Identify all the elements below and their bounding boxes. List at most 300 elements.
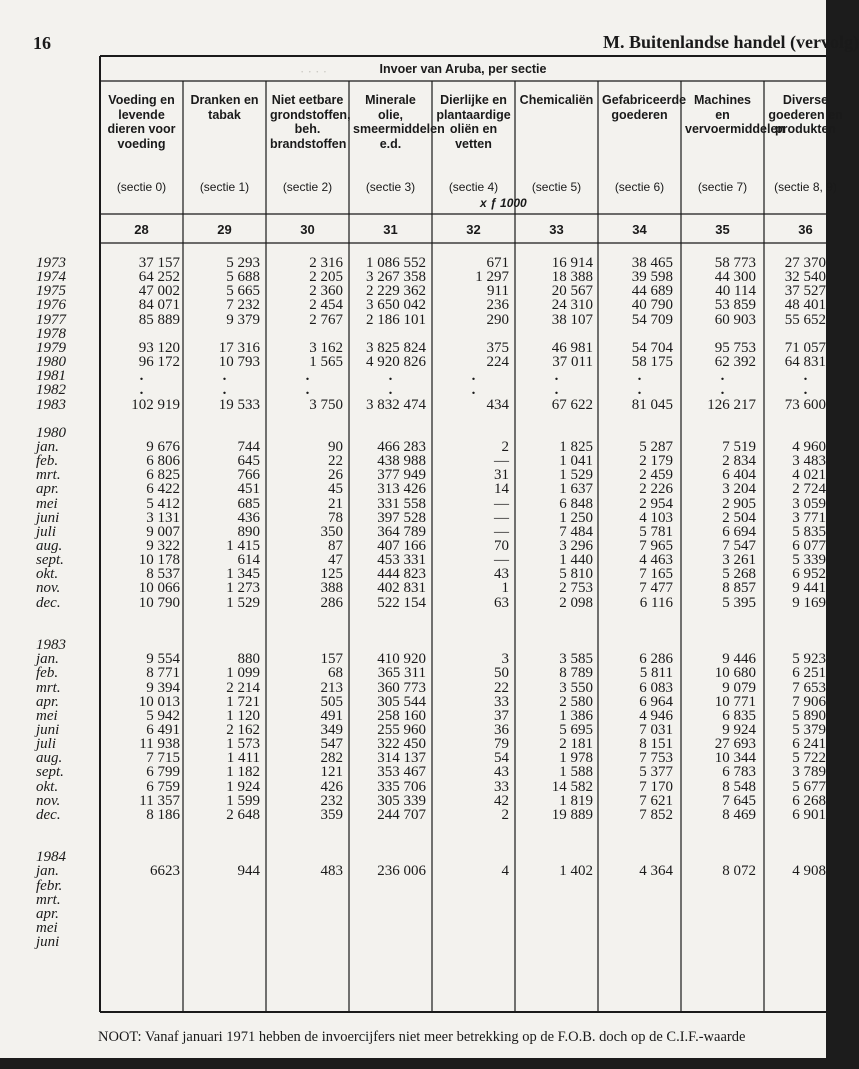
table-cell: 6 422 [146, 481, 180, 498]
table-cell: 322 450 [377, 736, 426, 753]
table-cell: 434 [486, 396, 509, 413]
column-section: (sectie 6) [614, 180, 665, 194]
table-cell: 224 [486, 354, 509, 371]
column-section: (sectie 3) [365, 180, 416, 194]
table-cell: 1 086 552 [366, 255, 426, 271]
table-cell: 1 386 [559, 707, 593, 724]
table-cell: . [720, 382, 725, 399]
table-cell: 377 949 [377, 467, 426, 484]
column-label: Diverse goederen en produkten [768, 93, 843, 136]
table-cell: 14 582 [551, 778, 593, 795]
row-label: jan. [36, 863, 59, 880]
table-cell: 1 529 [226, 594, 260, 611]
table-cell: 1 565 [309, 354, 343, 371]
table-cell: 3 789 [792, 764, 826, 781]
row-label: aug. [36, 750, 63, 767]
table-cell: 3 771 [792, 509, 826, 526]
table-cell: 9 554 [146, 651, 180, 668]
row-label: febr. [36, 877, 63, 894]
row-label: 1983 [36, 637, 66, 654]
table-cell: 37 011 [552, 354, 593, 371]
table-cell: 453 331 [377, 552, 426, 569]
row-label: 1975 [36, 283, 66, 300]
table-cell: 5 287 [639, 438, 673, 455]
table-cell: 71 057 [784, 339, 826, 356]
table-cell: 90 [328, 438, 343, 455]
table-cell: 766 [237, 467, 260, 484]
table-cell: 1 120 [226, 707, 260, 724]
column-section: (sectie 8, 9) [774, 180, 837, 194]
table-cell: 2 767 [309, 311, 343, 328]
table-cell: 2 724 [792, 481, 826, 498]
table-cell: 58 773 [714, 255, 756, 271]
row-label: juli [36, 523, 57, 540]
table-cell: . [471, 382, 476, 399]
table-cell: 944 [237, 863, 260, 880]
table-cell: . [803, 382, 808, 399]
table-cell: 54 704 [631, 339, 673, 356]
table-cell: 255 960 [377, 721, 426, 738]
table-cell: 8 789 [559, 665, 593, 682]
table-cell: 3 162 [309, 339, 343, 356]
table-cell: 2 181 [559, 736, 593, 753]
table-cell: 1 099 [226, 665, 260, 682]
table-cell: 444 823 [377, 566, 426, 583]
table-cell: 4 103 [639, 509, 673, 526]
table-cell: 3 483 [792, 453, 826, 470]
table-cell: 1 599 [226, 792, 260, 809]
table-cell: 79 [494, 736, 509, 753]
table-cell: 7 965 [639, 538, 673, 554]
table-cell: 87 [328, 538, 343, 554]
table-cell: . [803, 368, 808, 385]
row-label: 1974 [36, 269, 66, 286]
table-cell: 5 688 [226, 269, 260, 286]
table-cell: 47 [328, 552, 343, 569]
table-cell: 671 [486, 255, 509, 271]
row-label: feb. [36, 665, 59, 682]
table-cell: 890 [237, 523, 260, 540]
table-cell: 7 621 [639, 792, 673, 809]
column-section: (sectie 7) [697, 180, 748, 194]
table-cell: 2 360 [309, 283, 343, 300]
table-cell: 2 459 [639, 467, 673, 484]
table-cell: 645 [237, 453, 260, 470]
table-cell: 22 [494, 679, 509, 696]
table-cell: 3 267 358 [366, 269, 426, 286]
table-cell: 5 293 [226, 255, 260, 271]
row-label: 1982 [36, 382, 66, 399]
table-cell: 2 834 [722, 453, 756, 470]
table-cell: 5 811 [639, 665, 673, 682]
table-cell: 6 286 [639, 651, 673, 668]
table-cell: 37 [494, 707, 509, 724]
table-cell: 84 071 [138, 297, 180, 314]
table-cell: 5 810 [559, 566, 593, 583]
table-cell: 47 002 [138, 283, 180, 300]
table-cell: 1 440 [559, 552, 593, 569]
table-cell: 32 540 [784, 269, 826, 286]
table-cell: 9 441 [792, 580, 826, 597]
table-cell: 685 [237, 495, 260, 512]
table-cell: 55 652 [784, 311, 826, 328]
table-cell: . [554, 382, 559, 399]
table-cell: 8 771 [146, 665, 180, 682]
table-cell: 5 339 [792, 552, 826, 569]
table-cell: . [305, 368, 310, 385]
table-cell: 70 [494, 538, 509, 554]
table-cell: 360 773 [377, 679, 426, 696]
table-cell: 96 172 [138, 354, 180, 371]
table-cell: 236 006 [377, 863, 426, 880]
table-cell: 38 465 [631, 255, 673, 271]
column-label: Dierlijke en plantaardige oliën en vetten [436, 93, 511, 151]
table-cell: 5 377 [639, 764, 673, 781]
table-cell: 11 938 [139, 736, 180, 753]
column-number: 34 [632, 222, 647, 237]
table-cell: 9 446 [722, 651, 756, 668]
table-cell: 20 567 [551, 283, 593, 300]
table-cell: 50 [494, 665, 509, 682]
table-cell: 27 693 [714, 736, 756, 753]
table-cell: 7 477 [639, 580, 673, 597]
column-label: Dranken en tabak [190, 93, 259, 122]
table-cell: 313 426 [377, 481, 426, 498]
table-cell: 350 [320, 523, 343, 540]
table-cell: 6 759 [146, 778, 180, 795]
table-cell: 2 098 [559, 594, 593, 611]
row-label: jan. [36, 651, 59, 668]
table-cell: 1 250 [559, 509, 593, 526]
table-cell: 3 261 [722, 552, 756, 569]
table-cell: 364 789 [377, 523, 426, 540]
table-cell: . [637, 368, 642, 385]
table-cell: 5 395 [722, 594, 756, 611]
column-number: 33 [549, 222, 564, 237]
table-cell: 7 715 [146, 750, 180, 767]
table-cell: 2 162 [226, 721, 260, 738]
row-label: juni [36, 509, 60, 526]
table-cell: 37 157 [138, 255, 180, 271]
table-cell: 4 021 [792, 467, 826, 484]
table-cell: 335 706 [377, 778, 426, 795]
table-cell: 290 [486, 311, 509, 328]
table-cell: 9 169 [792, 594, 826, 611]
table-cell: 1 588 [559, 764, 593, 781]
table-cell: 2 905 [722, 495, 756, 512]
table-cell: 48 401 [784, 297, 826, 314]
table-cell: 282 [320, 750, 343, 767]
table-cell: 3 131 [146, 509, 180, 526]
table-cell: 3 650 042 [366, 297, 426, 314]
table-cell: 1 411 [226, 750, 260, 767]
column-section: (sectie 5) [531, 180, 582, 194]
table-cell: 436 [237, 509, 260, 526]
table-cell: 5 835 [792, 523, 826, 540]
table-cell: 365 311 [377, 665, 426, 682]
table-cell: 5 665 [226, 283, 260, 300]
table-cell: 1 924 [226, 778, 260, 795]
table-cell: 1 [501, 580, 509, 597]
table-cell: 3 825 824 [366, 339, 426, 356]
table-cell: 1 415 [226, 538, 260, 554]
row-label: dec. [36, 594, 61, 611]
table-cell: 42 [494, 792, 509, 809]
row-label: feb. [36, 453, 59, 470]
row-label: okt. [36, 778, 59, 795]
table-cell: 426 [320, 778, 343, 795]
row-label: okt. [36, 566, 59, 583]
table-cell: 9 394 [146, 679, 180, 696]
table-cell: 3 750 [309, 396, 343, 413]
table-cell: 40 114 [715, 283, 756, 300]
table-cell: 73 600 [784, 396, 826, 413]
column-section: (sectie 2) [282, 180, 333, 194]
table-cell: 9 007 [146, 523, 180, 540]
table-cell: 244 707 [377, 806, 426, 823]
table-cell: 2 454 [309, 297, 343, 314]
table-cell: 5 781 [639, 523, 673, 540]
table-cell: . [720, 368, 725, 385]
table-cell: 1 573 [226, 736, 260, 753]
table-cell: 10 344 [714, 750, 756, 767]
table-cell: 5 695 [559, 721, 593, 738]
table-cell: 7 852 [639, 806, 673, 823]
table-cell: 10 066 [138, 580, 180, 597]
bleed-through-mark: · · · · [300, 64, 328, 79]
table-cell: . [139, 368, 144, 385]
table-cell: 6 404 [722, 467, 756, 484]
table-cell: 451 [237, 481, 260, 498]
table-cell: 1 825 [559, 438, 593, 455]
row-label: 1973 [36, 255, 66, 271]
row-label: sept. [36, 552, 64, 569]
table-cell: 8 857 [722, 580, 756, 597]
table-cell: 10 013 [138, 693, 180, 710]
table-cell: 7 753 [639, 750, 673, 767]
table-cell: — [494, 552, 509, 569]
table-cell: 2 504 [722, 509, 756, 526]
table-cell: 410 920 [377, 651, 426, 668]
table-cell: 5 942 [146, 707, 180, 724]
table-cell: 5 722 [792, 750, 826, 767]
table-cell: 1 182 [226, 764, 260, 781]
table-cell: 6 268 [792, 792, 826, 809]
table-cell: 1 345 [226, 566, 260, 583]
table-cell: 388 [320, 580, 343, 597]
table-cell: 6 083 [639, 679, 673, 696]
table-cell: 407 166 [377, 538, 426, 554]
table-cell: 40 790 [631, 297, 673, 314]
table-cell: 16 914 [551, 255, 593, 271]
table-cell: 27 370 [784, 255, 826, 271]
table-cell: 1 978 [559, 750, 593, 767]
table-cell: 3 296 [559, 538, 593, 554]
table-cell: 5 890 [792, 707, 826, 724]
table-cell: . [305, 382, 310, 399]
table-cell: 54 [494, 750, 509, 767]
table-cell: 18 388 [551, 269, 593, 286]
column-label: Gefabriceerde goederen [602, 93, 687, 122]
table-cell: 38 107 [551, 311, 593, 328]
table-cell: 6 251 [792, 665, 826, 682]
row-label: 1984 [36, 849, 66, 866]
table-cell: 17 316 [218, 339, 260, 356]
table-cell: 95 753 [714, 339, 756, 356]
table-cell: 10 178 [138, 552, 180, 569]
table-cell: 157 [320, 651, 343, 668]
table-cell: 353 467 [377, 764, 426, 781]
table-cell: 6 077 [792, 538, 826, 554]
table-cell: 2 580 [559, 693, 593, 710]
table-cell: 6 848 [559, 495, 593, 512]
table-cell: 8 186 [146, 806, 180, 823]
column-number: 30 [300, 222, 315, 237]
table-cell: 4 946 [639, 707, 673, 724]
footnote: NOOT: Vanaf januari 1971 hebben de invoercijfers niet meer betrekking op de F.O.B. doch op de C.I.F.-waarde [98, 1029, 746, 1045]
table-cell: 5 677 [792, 778, 826, 795]
table-cell: 349 [320, 721, 343, 738]
table-cell: 3 059 [792, 495, 826, 512]
table-cell: 232 [320, 792, 343, 809]
row-label: mrt. [36, 467, 61, 484]
column-section: (sectie 4) [448, 180, 499, 194]
table-cell: 26 [328, 467, 343, 484]
table-cell: 2 316 [309, 255, 343, 271]
table-cell: 7 547 [722, 538, 756, 554]
row-label: dec. [36, 806, 61, 823]
table-cell: 483 [320, 863, 343, 880]
table-cell: 7 484 [559, 523, 593, 540]
table-cell: 375 [486, 339, 509, 356]
table-cell: 305 544 [377, 693, 426, 710]
table-cell: 45 [328, 481, 343, 498]
table-cell: 547 [320, 736, 343, 753]
table-cell: 7 645 [722, 792, 756, 809]
table-cell: 7 653 [792, 679, 826, 696]
table-cell: 8 072 [722, 863, 756, 880]
table-cell: 19 889 [551, 806, 593, 823]
table-cell: 4 908 [792, 863, 826, 880]
row-label: nov. [36, 792, 61, 809]
table-cell: 8 151 [639, 736, 673, 753]
table-cell: 6 491 [146, 721, 180, 738]
row-label: mrt. [36, 679, 61, 696]
table-cell: 19 533 [218, 396, 260, 413]
table-cell: 54 709 [631, 311, 673, 328]
table-cell: 4 463 [639, 552, 673, 569]
column-label: Chemicaliën [519, 93, 594, 107]
table-cell: 213 [320, 679, 343, 696]
table-cell: 6 952 [792, 566, 826, 583]
row-label: mei [36, 707, 58, 724]
table-cell: 8 548 [722, 778, 756, 795]
column-label: Niet eetbare grondstoffen, beh. brandstoffen [270, 93, 351, 151]
row-label: 1980 [36, 354, 66, 371]
row-label: sept. [36, 764, 64, 781]
table-cell: 6623 [150, 863, 180, 880]
table-cell: 314 137 [377, 750, 426, 767]
row-label: 1976 [36, 297, 66, 314]
table-cell: 60 903 [714, 311, 756, 328]
table-cell: 2 226 [639, 481, 673, 498]
table-cell: 7 031 [639, 721, 673, 738]
table-cell: 22 [328, 453, 343, 470]
table-cell: 53 859 [714, 297, 756, 314]
table-cell: 2 753 [559, 580, 593, 597]
table-cell: 9 322 [146, 538, 180, 554]
table-cell: 9 676 [146, 438, 180, 455]
table-cell: 10 771 [714, 693, 756, 710]
table-cell: 1 041 [559, 453, 593, 470]
column-number: 31 [383, 222, 398, 237]
table-cell: . [471, 368, 476, 385]
table-cell: 359 [320, 806, 343, 823]
row-label: 1983 [36, 396, 66, 413]
table-cell: 1 819 [559, 792, 593, 809]
table-cell: 46 981 [551, 339, 593, 356]
table-cell: 2 205 [309, 269, 343, 286]
table-cell: . [554, 368, 559, 385]
table-cell: 6 964 [639, 693, 673, 710]
table-cell: 9 079 [722, 679, 756, 696]
table-cell: 1 637 [559, 481, 593, 498]
table-cell: 10 790 [138, 594, 180, 611]
table-cell: 2 186 101 [366, 311, 426, 328]
table-cell: 64 831 [784, 354, 826, 371]
table-cell: 2 214 [226, 679, 260, 696]
table-cell: 4 [501, 863, 509, 880]
column-label: Voeding en levende dieren voor voeding [107, 93, 176, 151]
table-cell: 6 901 [792, 806, 826, 823]
table-cell: 102 919 [131, 396, 180, 413]
table-cell: 31 [494, 467, 509, 484]
table-cell: 5 412 [146, 495, 180, 512]
table-cell: 6 835 [722, 707, 756, 724]
table-cell: 14 [494, 481, 509, 498]
page-title: M. Buitenlandse handel (vervolg) [603, 32, 859, 52]
table-heading: Invoer van Aruba, per sectie [379, 62, 547, 76]
table-cell: 44 300 [714, 269, 756, 286]
row-label: nov. [36, 580, 61, 597]
table-cell: 286 [320, 594, 343, 611]
row-label: 1977 [36, 311, 66, 328]
row-label: 1978 [36, 325, 66, 342]
table-cell: . [388, 368, 393, 385]
table-cell: 24 310 [551, 297, 593, 314]
table-cell: 4 364 [639, 863, 673, 880]
table-cell: 10 793 [218, 354, 260, 371]
table-cell: 2 [501, 438, 509, 455]
table-cell: . [139, 382, 144, 399]
table-cell: 2 [501, 806, 509, 823]
table-cell: 43 [494, 764, 509, 781]
table-cell: 3 585 [559, 651, 593, 668]
row-label: 1980 [36, 424, 66, 441]
table-cell: 236 [486, 297, 509, 314]
row-label: apr. [36, 905, 59, 922]
column-number: 29 [217, 222, 232, 237]
table-cell: 2 229 362 [366, 283, 426, 300]
table-cell: 85 889 [138, 311, 180, 328]
column-label: Minerale olie, smeermiddelen e.d. [353, 93, 445, 151]
table-cell: . [222, 368, 227, 385]
table-cell: 3 [501, 651, 509, 668]
table-cell: 68 [328, 665, 343, 682]
table-cell: 2 179 [639, 453, 673, 470]
table-cell: 125 [320, 566, 343, 583]
table-cell: . [637, 382, 642, 399]
